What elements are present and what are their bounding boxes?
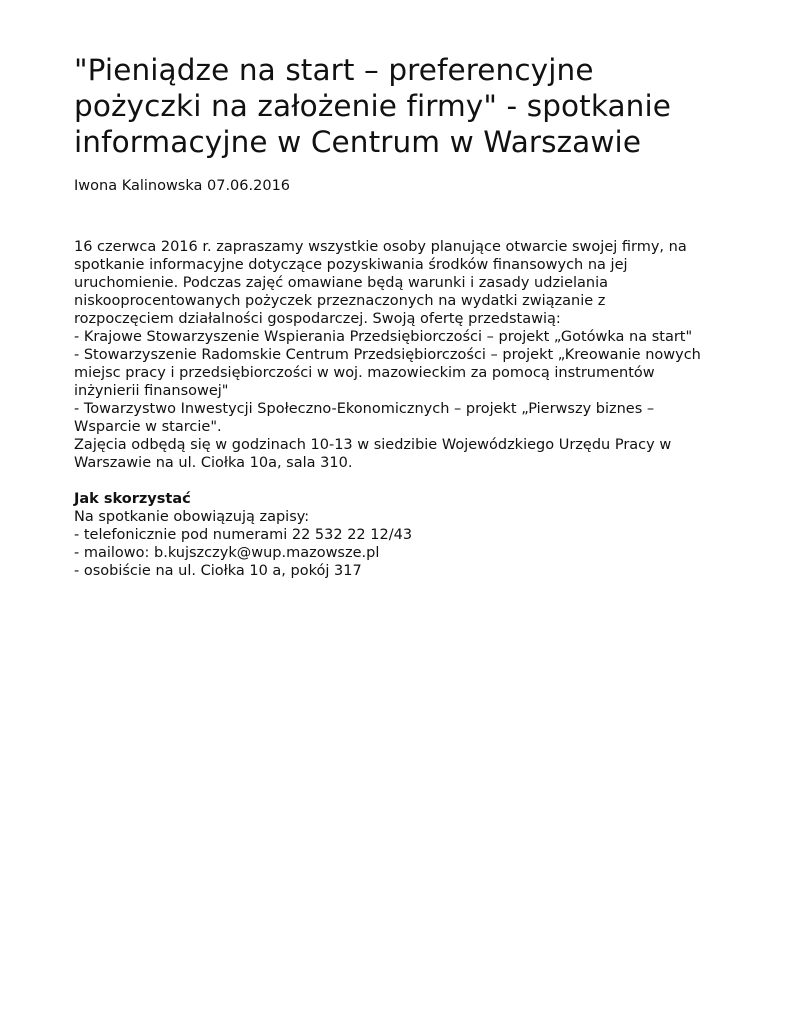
article-title (74, 52, 751, 160)
body-line: spotkanie informacyjne dotyczące pozyskiwania środków finansowych na jej (74, 257, 628, 273)
body-line: uruchomienie. Podczas zajęć omawiane będą warunki i zasady udzielania (74, 275, 609, 291)
how-to-line: Na spotkanie obowiązują zapisy: (74, 509, 310, 525)
how-to-section (74, 490, 754, 580)
publish-date: 07.06.2016 (207, 178, 291, 194)
title-line: pożyczki na założenie firmy" - spotkanie (74, 89, 672, 123)
title-line: "Pieniądze na start – preferencyjne (74, 53, 594, 87)
how-to-line: - mailowo: b.kujszczyk@wup.mazowsze.pl (74, 545, 380, 561)
how-to-line: - osobiście na ul. Ciołka 10 a, pokój 317 (74, 563, 362, 579)
section-heading: Jak skorzystać (74, 491, 191, 507)
body-line: rozpoczęciem działalności gospodarczej. Swoją ofertę przedstawią: (74, 311, 561, 327)
body-line: - Krajowe Stowarzyszenie Wspierania Przedsiębiorczości – projekt „Gotówka na start" (74, 329, 693, 345)
body-line: - Stowarzyszenie Radomskie Centrum Przedsiębiorczości – projekt „Kreowanie nowych (74, 347, 701, 363)
body-line: Wsparcie w starcie". (74, 419, 222, 435)
body-line: miejsc pracy i przedsiębiorczości w woj. mazowieckim za pomocą instrumentów (74, 365, 655, 381)
body-line: inżynierii finansowej" (74, 383, 229, 399)
article-byline (74, 176, 751, 196)
body-line: Zajęcia odbędą się w godzinach 10-13 w siedzibie Wojewódzkiego Urzędu Pracy w (74, 437, 672, 453)
body-line: Warszawie na ul. Ciołka 10a, sala 310. (74, 455, 353, 471)
body-line: - Towarzystwo Inwestycji Społeczno-Ekonomicznych – projekt „Pierwszy biznes – (74, 401, 655, 417)
article-body (74, 238, 754, 580)
body-line: 16 czerwca 2016 r. zapraszamy wszystkie osoby planujące otwarcie swojej firmy, na (74, 239, 687, 255)
how-to-line: - telefonicznie pod numerami 22 532 22 12/43 (74, 527, 413, 543)
body-line: niskooprocentowanych pożyczek przeznaczonych na wydatki związanie z (74, 293, 606, 309)
author-name: Iwona Kalinowska (74, 178, 203, 194)
title-line: informacyjne w Centrum w Warszawie (74, 125, 642, 159)
